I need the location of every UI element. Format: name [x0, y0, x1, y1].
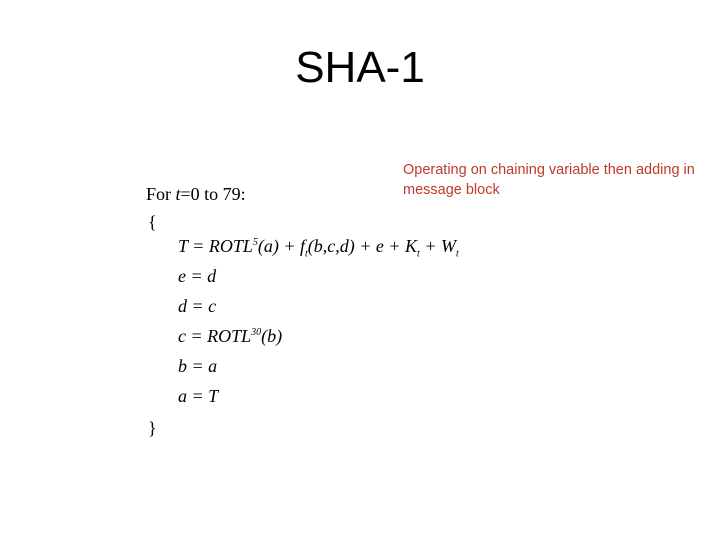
step-line-1: $T = ROTL^5(a) + f_t(b,c,d) + e + K_t + W_t$	[178, 236, 459, 260]
slide-title: SHA-1	[295, 43, 425, 92]
annotation-note: Operating on chaining variable then adding in message block	[403, 162, 695, 198]
loop-header: For t=0 to 79:	[146, 184, 246, 204]
close-brace: }	[148, 418, 157, 438]
step-line-6: a = T	[178, 386, 219, 406]
step-line-3: d = c	[178, 296, 217, 316]
step-line-5: b = a	[178, 356, 218, 376]
open-brace: {	[148, 212, 157, 232]
step-line-2: e = d	[178, 266, 217, 286]
step-line-4: $c = ROTL^{30}(b)$	[178, 326, 283, 346]
